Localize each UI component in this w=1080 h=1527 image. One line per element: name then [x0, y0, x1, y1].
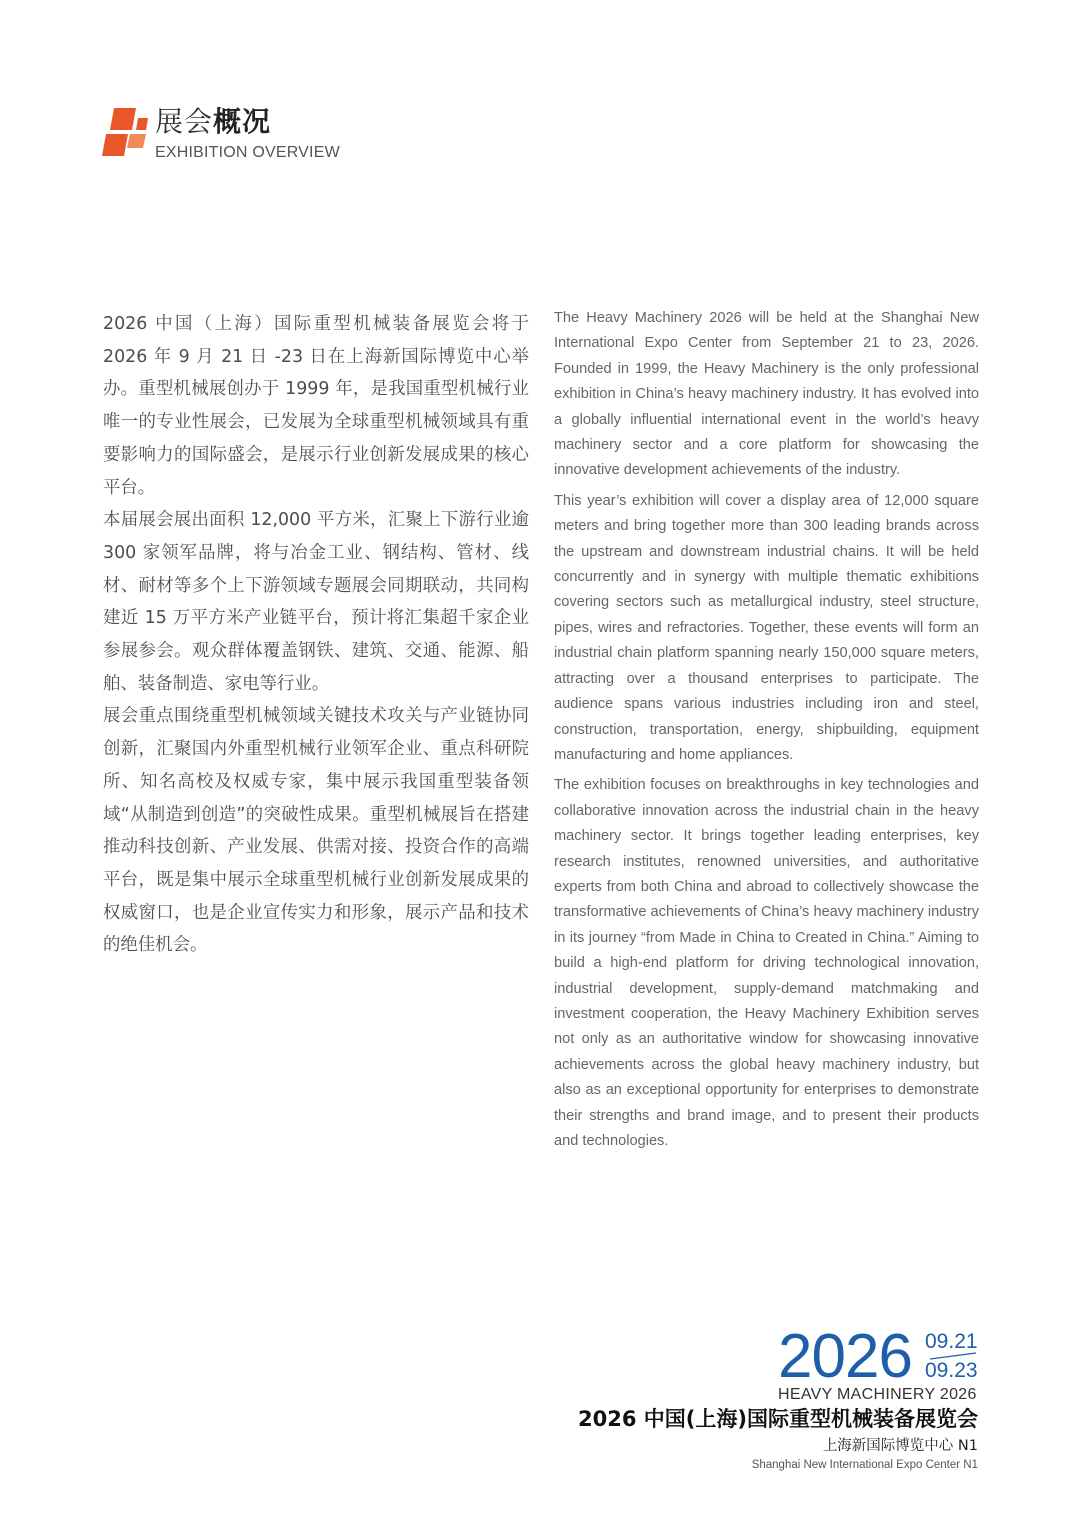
orange-blocks-logo-icon [102, 108, 150, 160]
cn-paragraph-1: 2026 中国（上海）国际重型机械装备展览会将于 2026 年 9 月 21 日 -23 日在上海新国际博览中心举办。重型机械展创办于 1999 年，是我国重型机械行业唯一的专业性展会，已发展为全球重型机械领域具有重要影响力的国际盛会，是展示行业创新发展成果的核心平台。 [103, 314, 529, 498]
chinese-text-column [103, 308, 529, 962]
section-title-regular: 展会 [155, 105, 214, 138]
footer-year: 2026 [778, 1322, 912, 1391]
en-paragraph-1: The Heavy Machinery 2026 will be held at the Shanghai New International Expo Center from September 21 to 23, 2026. Founded in 1999, the Heavy Machinery is the only professional exhibition in China’s heavy machinery industry. It has evolved into a globally influential international event in the world’s heavy machinery sector and a core platform for showcasing the innovative development achievements of the industry. [554, 310, 979, 479]
cn-paragraph-3: 展会重点围绕重型机械领域关键技术攻关与产业链协同创新，汇聚国内外重型机械行业领军企业、重点科研院所、知名高校及权威专家，集中展示我国重型装备领域“从制造到创造”的突破性成果。重型机械展旨在搭建推动科技创新、产业发展、供需对接、投资合作的高端平台，既是集中展示全球重型机械行业创新发展成果的权威窗口，也是企业宣传实力和形象，展示产品和技术的绝佳机会。 [103, 706, 529, 956]
footer-venue-cn: 上海新国际博览中心 N1 [822, 1438, 978, 1454]
english-text-column [554, 306, 979, 1159]
footer-venue-en: Shanghai New International Expo Center N1 [751, 1459, 978, 1471]
footer-event-cn: 2026 中国(上海)国际重型机械装备展览会 [578, 1407, 978, 1431]
cn-paragraph-2: 本届展会展出面积 12,000 平方米，汇聚上下游行业逾 300 家领军品牌，将与冶金工业、钢结构、管材、线材、耐材等多个上下游领域专题展会同期联动，共同构建近 15 万平方米产业链平台，预计将汇集超千家企业参展参会。观众群体覆盖钢铁、建筑、交通、能源、船舶、装备制造、家电等行业。 [103, 510, 529, 694]
en-paragraph-3: The exhibition focuses on breakthroughs in key technologies and collaborative innovation across the industrial chain in the heavy machinery sector. It brings together leading enterprises, key research institutes, renowned universities, and authoritative experts from both China and abroad to collectively showcase the transformative achievements of China’s heavy machinery industry in its journey “from Made in China to Created in China.” Aiming to build a high-end platform for driving technological innovation, industrial development, supply-demand matchmaking and investment cooperation, the Heavy Machinery Exhibition serves not only as an authoritative window for showcasing innovative achievements across the global heavy machinery industry, but also as an exceptional opportunity for enterprises to demonstrate their strengths and brand image, and to present their products and technologies. [554, 777, 979, 1149]
section-title [155, 104, 271, 140]
section-subtitle: EXHIBITION OVERVIEW [155, 144, 340, 161]
footer-event-en: HEAVY MACHINERY 2026 [778, 1386, 977, 1403]
section-title-bold: 概况 [213, 105, 272, 138]
footer-date-start: 09.21 [925, 1330, 978, 1353]
footer-date-end: 09.23 [925, 1359, 978, 1382]
en-paragraph-2: This year’s exhibition will cover a display area of 12,000 square meters and bring together more than 300 leading brands across the upstream and downstream industrial chains. It will be held concurrently and in synergy with multiple thematic exhibitions covering sectors such as metallurgical industry, steel structure, pipes, wires and refractories. Together, these events will form an industrial chain platform spanning nearly 150,000 square meters, attracting over a thousand enterprises to participate. The audience spans various industries including iron and steel, construction, transportation, energy, shipbuilding, equipment manufacturing and home appliances. [554, 492, 979, 763]
